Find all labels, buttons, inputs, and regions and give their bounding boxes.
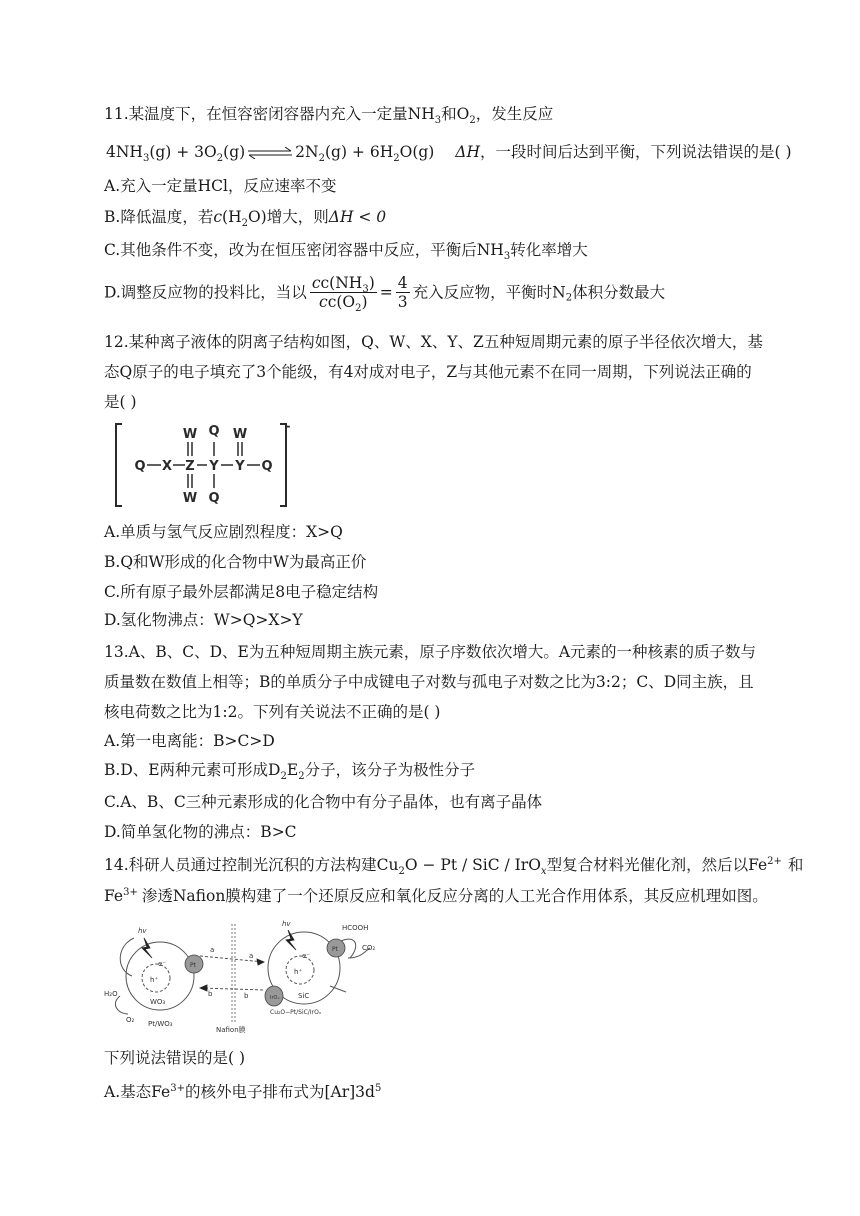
q12-option-a: A.单质与氢气反应剧烈程度：X>Q bbox=[104, 523, 343, 541]
q12-option-b: B.Q和W形成的化合物中W为最高正价 bbox=[104, 553, 367, 571]
species-a-label-left: a bbox=[210, 946, 215, 954]
pt-wo3-label: Pt/WO₃ bbox=[148, 1020, 173, 1028]
q13-option-c: C.A、B、C三种元素形成的化合物中有分子晶体，也有离子晶体 bbox=[104, 793, 543, 811]
atom-z: Z bbox=[185, 459, 195, 474]
pt-label-right: Pt bbox=[332, 946, 338, 953]
q11-equation-line: $4NH_3(g) + 3O_2(g) 2N_2(g) + 6H_2O(g)$ ΔH，一段时间后达到平衡，下列说法错误的是( ) bbox=[106, 143, 792, 165]
hv-label-right: hv bbox=[282, 920, 291, 928]
q14-stem-line1: 14.科研人员通过控制光沉积的方法构建$Cu_2O - Pt$ / SiC / IrO$_x$型复合材料光催化剂，然后以$Fe^{2+}$ 和 bbox=[104, 855, 804, 878]
species-b-label-right: b bbox=[244, 992, 249, 1000]
atom-x: X bbox=[161, 459, 173, 474]
hv-label-left: hv bbox=[138, 927, 147, 935]
q11-delta-h: ΔH bbox=[455, 143, 480, 161]
photocatalysis-mechanism-diagram bbox=[104, 918, 384, 1036]
anion-structure-diagram bbox=[112, 418, 292, 510]
arrow-head-icon bbox=[257, 959, 264, 965]
h2o-label: H₂O bbox=[104, 990, 118, 998]
hole-label-right: h⁺ bbox=[294, 968, 303, 976]
q14-option-a: A.基态$Fe^{3+}$的核外电子排布式为$[Ar]3d^5$ bbox=[104, 1082, 382, 1101]
atom-y: Y bbox=[209, 459, 219, 474]
iro-label: IrOₓ bbox=[270, 995, 280, 1001]
atom-q: Q bbox=[134, 459, 146, 474]
q11-option-d: D.调整反应物的投料比，当以 $\frac{cc(NH_3)}{cc(O_2)}$ = $\frac{4}{3}$ 充入反应物，平衡时$N_2$体积分数最大 bbox=[104, 274, 666, 315]
pt-label-left: Pt bbox=[190, 962, 196, 969]
electron-label-left: e⁻ bbox=[158, 960, 167, 968]
wo3-label: WO₃ bbox=[150, 998, 166, 1006]
sic-label: SiC bbox=[298, 992, 310, 1000]
hcooh-label: HCOOH bbox=[342, 924, 369, 932]
q12-stem: 12.某种离子液体的阴离子结构如图，Q、W、X、Y、Z五种短周期元素的原子半径依次增大，基态Q原子的电子填充了3个能级，有4对成对电子，Z与其他元素不在同一周期，下列说法正确的是( ) bbox=[104, 333, 763, 411]
o2-label: O₂ bbox=[126, 1016, 135, 1024]
q13-option-a: A.第一电离能：B>C>D bbox=[104, 732, 275, 750]
ratio-fraction: $\frac{cc(NH_3)}{cc(O_2)}$ bbox=[311, 274, 375, 315]
q11-stem-line1: 11.某温度下，在恒容密闭容器内充入一定量$NH_3$和$O_2$，发生反应 bbox=[104, 105, 554, 127]
composite-label: Cu₂O−Pt/SiC/IrOₓ bbox=[270, 1009, 322, 1016]
co2-label: CO₂ bbox=[362, 944, 376, 952]
hole-label-left: h⁺ bbox=[150, 976, 159, 984]
atom-q: Q bbox=[208, 424, 220, 439]
species-a-label-right: a bbox=[249, 952, 254, 960]
q13-option-b: B.D、E两种元素可形成$D_2E_2$分子，该分子为极性分子 bbox=[104, 761, 476, 783]
q11-option-b: B.降低温度，若$c(H_2O)$增大，则ΔH < 0 bbox=[104, 208, 387, 230]
atom-q: Q bbox=[208, 491, 220, 506]
q14-question: 下列说法错误的是( ) bbox=[104, 1049, 246, 1067]
q11-option-a: A.充入一定量HCl，反应速率不变 bbox=[104, 177, 337, 195]
electron-label-right: e⁻ bbox=[302, 952, 311, 960]
atom-w: W bbox=[182, 427, 198, 442]
atom-w: W bbox=[232, 427, 248, 442]
q13-stem: 13.A、B、C、D、E为五种短周期主族元素，原子序数依次增大。A元素的一种核素的质子数与质量数在数值上相等；B的单质分子中成键电子对数与孤电子对数之比为3:2；C、D同主族，且核电荷数之比为1:2。下列有关说法不正确的是( ) bbox=[104, 643, 757, 721]
light-bolt-icon bbox=[142, 938, 152, 958]
species-b-label-left: b bbox=[208, 990, 213, 998]
nafion-label: Nafion膜 bbox=[216, 1026, 246, 1034]
q13-option-d: D.简单氢化物的沸点：B>C bbox=[104, 823, 297, 841]
anion-charge: - bbox=[285, 419, 291, 433]
arrow-head-icon bbox=[200, 985, 207, 991]
atom-y: Y bbox=[235, 459, 245, 474]
q11-option-c: C.其他条件不变，改为在恒压密闭容器中反应，平衡后$NH_3$转化率增大 bbox=[104, 241, 588, 263]
atom-q: Q bbox=[261, 459, 273, 474]
ratio-value-fraction: $\frac{4}{3}$ bbox=[397, 274, 408, 311]
q12-option-d: D.氢化物沸点：W>Q>X>Y bbox=[104, 611, 303, 629]
equilibrium-arrow-icon bbox=[247, 147, 293, 159]
q14-stem-line2: $Fe^{3+}$ 渗透Nafion膜构建了一个还原反应和氧化反应分离的人工光合作用体系，其反应机理如图。 bbox=[104, 886, 768, 905]
q12-option-c: C.所有原子最外层都满足8电子稳定结构 bbox=[104, 583, 379, 601]
q11-equation-left: $4NH_3(g) + 3O_2(g)$ bbox=[106, 143, 246, 165]
atom-w: W bbox=[182, 491, 198, 506]
q11-equation-right: $2N_2(g) + 6H_2O(g)$ bbox=[295, 143, 435, 165]
